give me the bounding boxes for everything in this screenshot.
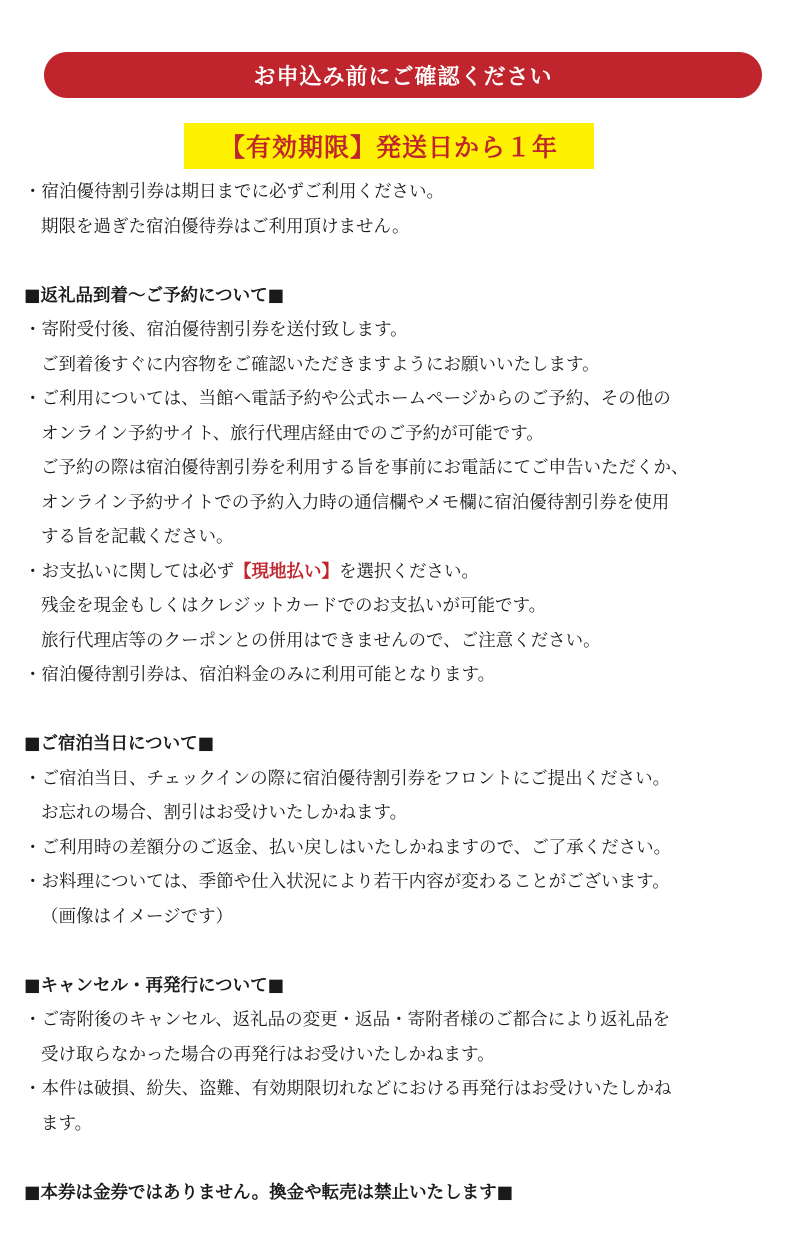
bullet-line: ・ご宿泊当日、チェックインの際に宿泊優待割引券をフロントにご提出ください。 xyxy=(24,768,671,789)
spacer xyxy=(24,693,784,728)
continuation-line: お忘れの場合、割引はお受けいたしかねます。 xyxy=(41,803,408,823)
continuation-line: ます。 xyxy=(41,1113,93,1134)
continuation-line: する旨を記載ください。 xyxy=(41,527,234,547)
continuation-line: オンライン予約サイト、旅行代理店経由でのご予約が可能です。 xyxy=(41,423,544,444)
continuation-line: オンライン予約サイトでの予約入力時の通信欄やメモ欄に宿泊優待割引券を使用 xyxy=(41,492,670,513)
section-heading-cancel: ■キャンセル・再発行について■ xyxy=(24,975,285,996)
spacer xyxy=(24,244,784,279)
section-heading-stay-day: ■ご宿泊当日について■ xyxy=(24,734,215,754)
bullet-line: ・ご利用については、当館へ電話予約や公式ホームページからのご予約、その他の xyxy=(24,389,671,409)
notice-banner: お申込み前にご確認ください xyxy=(44,52,762,98)
bullet-line: ・宿泊優待割引券は、宿泊料金のみに利用可能となります。 xyxy=(24,665,496,685)
continuation-line: 期限を過ぎた宿泊優待券はご利用頂けません。 xyxy=(41,216,410,237)
bullet-line-payment xyxy=(24,555,784,590)
validity-highlight: 【有効期限】発送日から１年 xyxy=(184,123,594,169)
bullet-line: ・お料理については、季節や仕入状況により若干内容が変わることがございます。 xyxy=(24,872,670,892)
continuation-line: （画像はイメージです） xyxy=(41,906,233,927)
continuation-line: 残金を現金もしくはクレジットカードでのお支払いが可能です。 xyxy=(41,596,547,616)
continuation-line: ご予約の際は宿泊優待割引券を利用する旨を事前にお電話にてご申告いただくか、 xyxy=(41,458,689,478)
section-heading-voucher: ■本券は金券ではありません。換金や転売は禁止いたします■ xyxy=(24,1182,514,1203)
continuation-line: ご到着後すぐに内容物をご確認いただきますようにお願いいたします。 xyxy=(41,354,600,375)
continuation-line: 受け取らなかった場合の再発行はお受けいたしかねます。 xyxy=(41,1044,495,1065)
bullet-line: ・本件は破損、紛失、盗難、有効期限切れなどにおける再発行はお受けいたしかね xyxy=(24,1079,672,1099)
bullet-line: ・ご寄附後のキャンセル、返礼品の変更・返品・寄附者様のご都合により返礼品を xyxy=(24,1010,671,1030)
onsite-payment-emphasis: 【現地払い】 xyxy=(234,561,339,582)
spacer xyxy=(24,1141,784,1176)
payment-text-end: を選択ください。 xyxy=(339,561,479,582)
bullet-line: ・宿泊優待割引券は期日までに必ずご利用ください。 xyxy=(24,182,444,202)
notice-body xyxy=(24,175,784,1210)
bullet-line: ・寄附受付後、宿泊優待割引券を送付致します。 xyxy=(24,320,408,340)
payment-text: ・お支払いに関しては必ず xyxy=(24,561,234,582)
continuation-line: 旅行代理店等のクーポンとの併用はできませんので、ご注意ください。 xyxy=(41,630,601,651)
spacer xyxy=(24,934,784,969)
bullet-line: ・ご利用時の差額分のご返金、払い戻しはいたしかねますので、ご了承ください。 xyxy=(24,837,672,858)
section-heading-arrival: ■返礼品到着～ご予約について■ xyxy=(24,285,285,306)
